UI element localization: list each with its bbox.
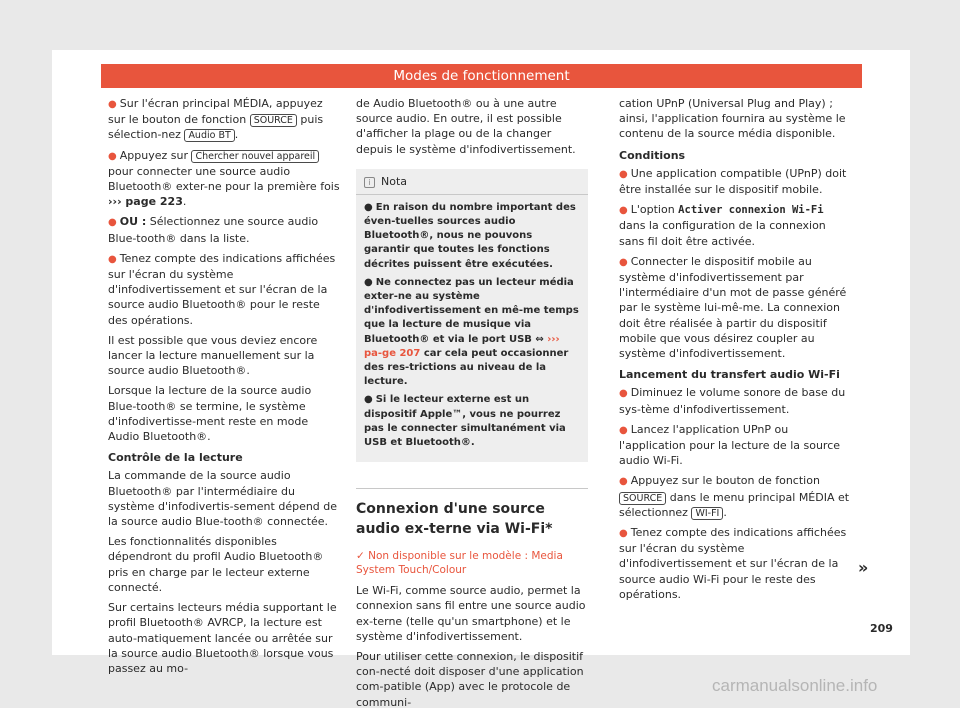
paragraph: La commande de la source audio Bluetooth® par l'intermédiaire du système d'infodivertis-sement dépend de la source audio Blue-tooth® connectée. [108, 469, 338, 529]
bullet-icon: ● [108, 217, 117, 229]
section-title: Connexion d'une source audio ex-terne via Wi-Fi* [356, 488, 588, 539]
paragraph: Il est possible que vous deviez encore lancer la lecture manuellement sur la source audio Bluetooth®. [108, 333, 318, 378]
subheading-wifi-transfer: Lancement du transfert audio Wi-Fi [619, 368, 840, 382]
page-reference-link[interactable]: ››› page 223 [108, 195, 183, 209]
source-button-label: SOURCE [619, 492, 666, 505]
bullet-icon: ● [108, 253, 117, 265]
list-item: ● Diminuez le volume sonore de base du sys-tème d'infodivertissement. [619, 386, 846, 416]
bullet-icon: ● [364, 394, 373, 406]
note-item: ● En raison du nombre important des éven-tuelles sources audio Bluetooth®, nous ne pouvons garantir que toutes les fonctions décrites puissent être exécutées. [364, 201, 576, 270]
list-item: ● Une application compatible (UPnP) doit être installée sur le dispositif mobile. [619, 166, 847, 197]
continue-arrow-icon: » [858, 558, 869, 577]
bullet-icon: ● [108, 99, 117, 110]
list-item: ● OU : Sélectionnez une source audio Blue-tooth® dans la liste. [108, 215, 319, 245]
page-reference-link[interactable]: ››› pa-ge 207 [364, 333, 560, 359]
list-item: ● Tenez compte des indications affichées sur l'écran du système d'infodivertissement et sur l'écran de la source audio Bluetooth® pour le reste des opérations. [108, 251, 336, 327]
note-item: ● Ne connectez pas un lecteur média exter-ne au système d'infodivertissement en mê-me temps que la lecture de musique via Bluetooth® et via le port USB ⇔ ››› pa-ge 207 car cela peut occasionner des res-trictions au niveau de la lecture. [364, 276, 579, 388]
paragraph: de Audio Bluetooth® ou à une autre source audio. En outre, il est possible d'afficher la plage ou de la changer depuis le système d'infodivertissement. [356, 97, 576, 156]
column-3 [619, 96, 851, 607]
paragraph: Le Wi-Fi, comme source audio, permet la connexion sans fil entre une source audio ex-terne (telle qu'un smartphone) et le système d'infodivertissement. [356, 584, 586, 643]
info-icon: i [364, 177, 375, 188]
bullet-icon: ● [619, 424, 628, 436]
audio-bt-button-label: Audio BT [184, 129, 234, 142]
bullet-icon: ● [619, 476, 628, 488]
list-item: ● Appuyez sur Chercher nouvel appareil pour connecter une source audio Bluetooth® exter-ne pour la première fois ››› page 223. [108, 148, 340, 209]
paragraph: Les fonctionnalités disponibles dépendront du profil Audio Bluetooth® pris en charge par le lecteur externe connecté. [108, 535, 324, 594]
watermark: carmanualsonline.info [712, 676, 878, 695]
paragraph: Sur certains lecteurs média supportant le profil Bluetooth® AVRCP, la lecture est auto-matiquement lancée ou arrêtée sur la source audio Bluetooth® lorsque vous passez au mo- [108, 601, 337, 675]
bullet-icon: ● [619, 528, 628, 540]
column-2 [356, 96, 588, 708]
bullet-icon: ● [619, 168, 628, 180]
page-number: 209 [870, 622, 893, 635]
list-item: ● L'option Activer connexion Wi-Fi dans la configuration de la connexion sans fil doit être activée. [619, 203, 826, 248]
search-device-button-label: Chercher nouvel appareil [191, 150, 319, 163]
list-item: ● Appuyez sur le bouton de fonction SOURCE dans le menu principal MÉDIA et sélectionnez WI-FI . [619, 474, 850, 519]
bullet-icon: ● [619, 256, 628, 268]
list-item: ● Lancez l'application UPnP ou l'application pour la lecture de la source audio Wi-Fi. [619, 422, 841, 468]
availability-note: ✓ Non disponible sur le modèle : Media System Touch/Colour [356, 550, 563, 577]
subheading-conditions: Conditions [619, 148, 686, 162]
paragraph: cation UPnP (Universal Plug and Play) ; ainsi, l'application fournira au système le contenu de la source média disponible. [619, 97, 846, 141]
wifi-button-label: WI-FI [691, 507, 723, 520]
list-item: ● Sur l'écran principal MÉDIA, appuyez sur le bouton de fonction SOURCE puis sélection-nez Audio BT . [108, 97, 324, 142]
paragraph: Lorsque la lecture de la source audio Blue-tooth® se termine, le système d'infodivertisse-ment reste en mode Audio Bluetooth®. [108, 384, 312, 444]
paragraph: Pour utiliser cette connexion, le dispositif con-necté doit disposer d'une application com-patible (App) avec le protocole de communi- [356, 650, 584, 708]
source-button-label: SOURCE [250, 114, 297, 127]
note-header: i Nota [356, 169, 588, 195]
bullet-icon: ● [108, 150, 117, 162]
note-item: ● Si le lecteur externe est un dispositif Apple™, vous ne pourrez pas le connecter simultanément via USB et Bluetooth®. [364, 394, 566, 449]
option-name: Activer connexion Wi-Fi [678, 204, 824, 217]
column-1 [108, 96, 340, 681]
list-item: ● Tenez compte des indications affichées sur l'écran du système d'infodivertissement et sur l'écran de la source audio Wi-Fi pour le reste des opérations. [619, 526, 847, 601]
page-header: Modes de fonctionnement [101, 64, 862, 88]
note-box [356, 169, 588, 462]
bullet-icon: ● [364, 201, 373, 213]
bullet-icon: ● [619, 388, 628, 400]
subheading-playback-control: Contrôle de la lecture [108, 451, 243, 465]
bullet-icon: ● [364, 276, 373, 288]
bullet-icon: ● [619, 205, 628, 217]
list-item: ● Connecter le dispositif mobile au système d'infodivertissement par l'intermédiaire d'un mot de passe généré par le système lui-mê-me. La connexion doit être réalisée à partir du dispositif mobile que vous désirez coupler au système d'infodivertissement. [619, 254, 847, 361]
